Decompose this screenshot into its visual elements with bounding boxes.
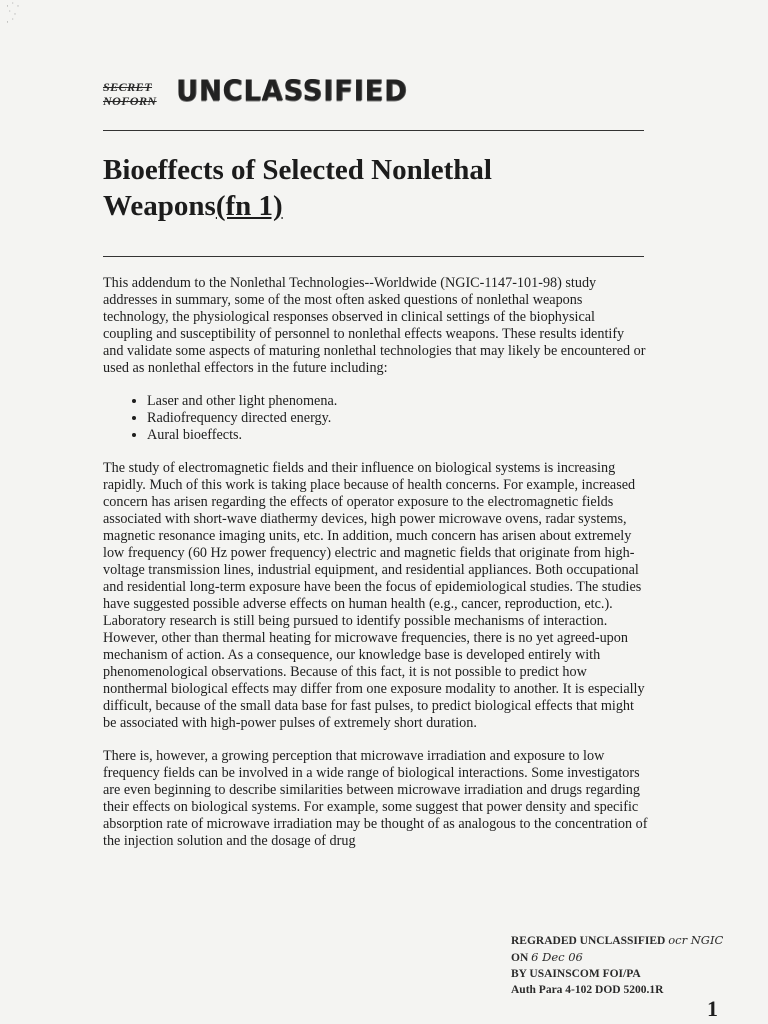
- classification-noforn-struck: NOFORN: [103, 94, 157, 108]
- page-number: 1: [707, 996, 718, 1021]
- top-divider: [103, 130, 644, 131]
- paragraph-intro: This addendum to the Nonlethal Technologies--Worldwide (NGIC-1147-101-98) study addresses in summary, some of the most often asked questions of nonlethal weapons technology, the physiological responses observed in clinical settings of the biophysical coupling and susceptibility of personnel to nonlethal effects weapons. These results identify and validate some aspects of maturing nonlethal technologies that may likely be encountered or used as nonlethal effectors in the future including:: [103, 275, 646, 376]
- classification-secret-struck: SECRET: [103, 80, 153, 94]
- regrade-handwritten-date: 6 Dec 06: [531, 950, 583, 964]
- footnote-link[interactable]: (fn 1): [215, 190, 283, 222]
- paragraph-microwave: There is, however, a growing perception that microwave irradiation and exposure to low frequency fields can be involved in a wide range of biological interactions. Some investigators are even beginning to describe similarities between microwave irradiation and drugs regarding their effects on biological systems. For example, some suggest that power density and specific absorption rate of microwave irradiation may be thought of as analogous to the concentration of the injection solution and the dosage of drug: [103, 748, 648, 849]
- regrade-line4: Auth Para 4-102 DOD 5200.1R: [511, 984, 664, 996]
- scan-specks: · ˙ · ˙ · · ˙: [6, 1, 20, 27]
- list-item: • Radiofrequency directed energy.: [147, 410, 648, 427]
- page-title: [103, 152, 643, 224]
- regrade-line3: BY USAINSCOM FOI/PA: [511, 968, 641, 980]
- regrade-handwritten-1: ocr NGIC: [668, 933, 724, 947]
- document-body: [103, 275, 648, 866]
- classification-header: [103, 80, 157, 108]
- unclassified-stamp: UNCLASSIFIED: [176, 75, 408, 108]
- regrade-on: ON: [511, 952, 529, 964]
- effector-list: [103, 393, 648, 444]
- list-item: • Laser and other light phenomena.: [147, 393, 648, 410]
- regrade-stamp: [511, 932, 723, 998]
- title-divider: [103, 256, 644, 257]
- paragraph-em-fields: The study of electromagnetic fields and their influence on biological systems is increasing rapidly. Much of this work is taking place because of health concerns. For example, increased concern has arisen regarding the effects of operator exposure to the electromagnetic fields associated with short-wave diathermy devices, high power microwave ovens, radar systems, magnetic resonance imaging units, etc. In addition, much concern has arisen about extremely low frequency (60 Hz power frequency) electric and magnetic fields that originate from high-voltage transmission lines, industrial equipment, and residential appliances. Both occupational and residential long-term exposure have been the focus of epidemiological studies. The studies have suggested possible adverse effects on human health (e.g., cancer, reproduction, etc.). Laboratory research is still being pursued to identify possible mechanisms of interaction. However, other than thermal heating for microwave frequencies, there is no yet agreed-upon mechanism of action. As a consequence, our knowledge base is developed entirely with phenomenological observations. Because of this fact, it is not possible to predict how nonthermal biological effects may differ from one exposure modality to another. It is especially difficult, because of the small data base for fast pulses, to predict biological effects that might be associated with high-power pulses of extremely short duration.: [103, 460, 645, 731]
- title-text: Bioeffects of Selected Nonlethal Weapons: [103, 154, 492, 222]
- regrade-line1: REGRADED UNCLASSIFIED: [511, 935, 666, 947]
- list-item: • Aural bioeffects.: [147, 427, 648, 444]
